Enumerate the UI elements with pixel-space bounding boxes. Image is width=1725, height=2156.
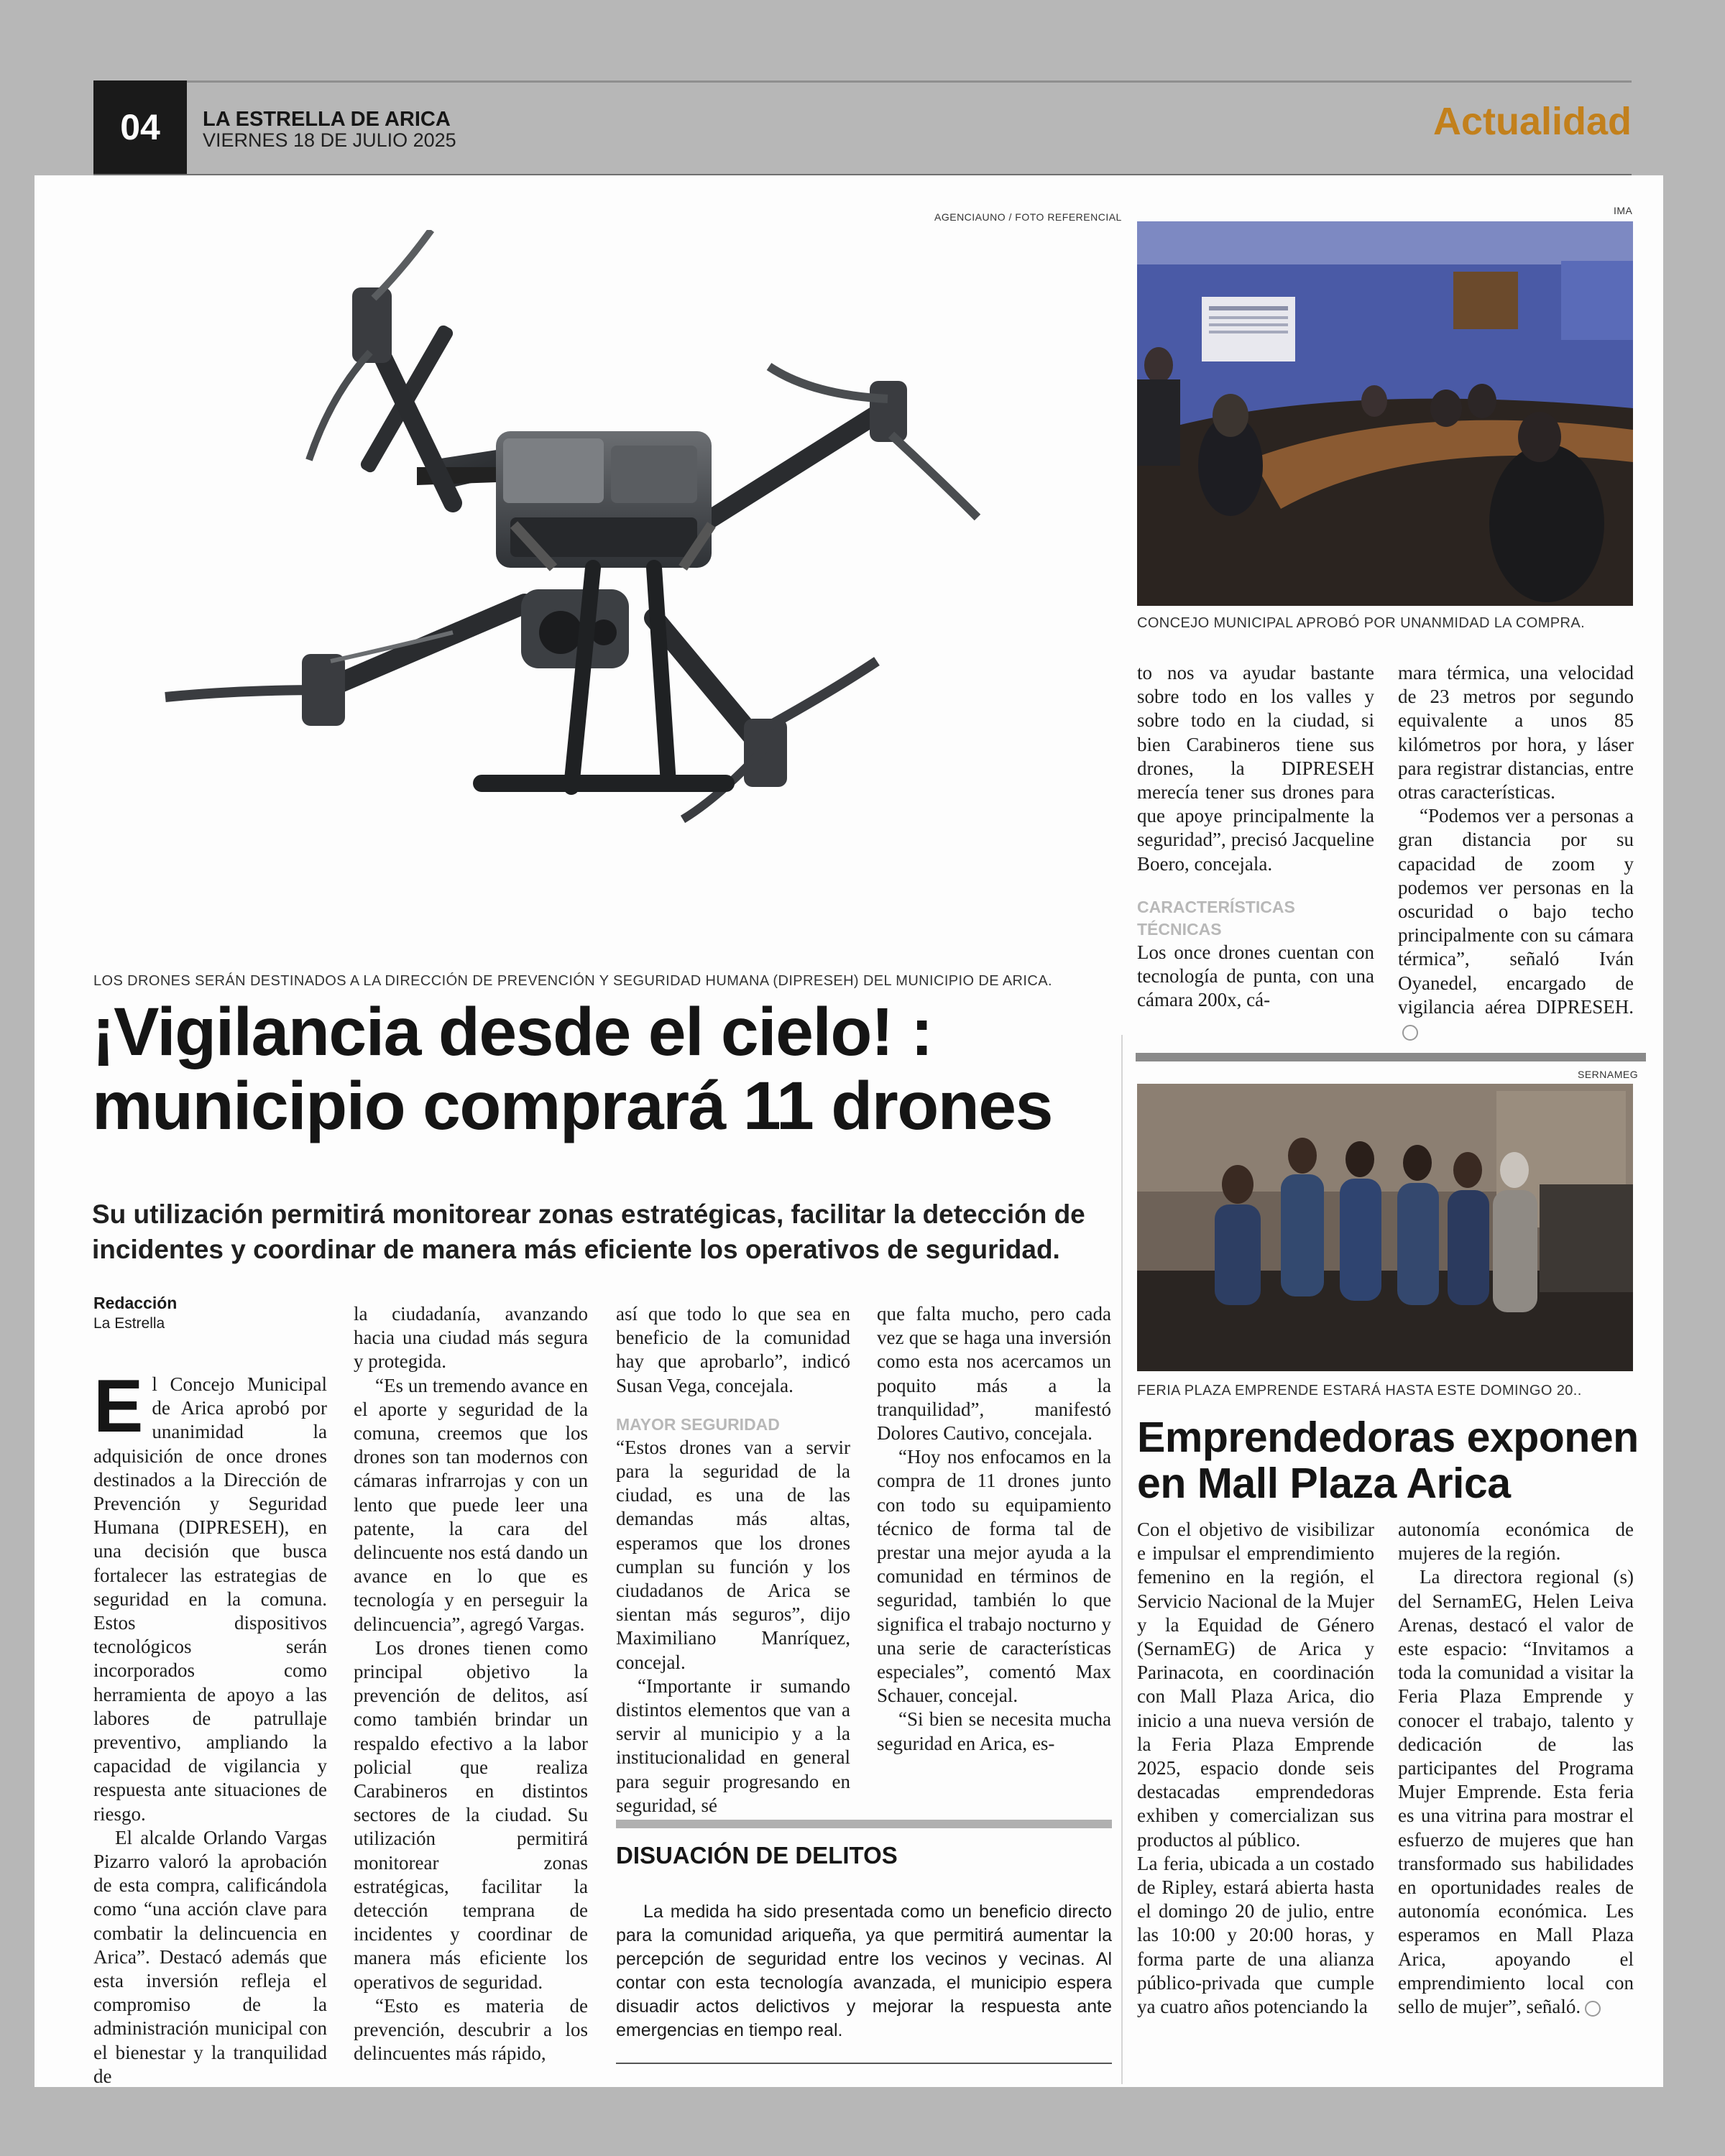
paragraph: “Si bien se necesita mucha seguridad en Arica, es- <box>877 1708 1111 1754</box>
paragraph: La directora regional (s) del SernamEG, Helen Leiva Arenas, destacó el valor de este espacio: “Invitamos a toda la comunidad a visitar la Feria Plaza Emprende y conocer el trabajo, talento y dedicación de las participantes del Programa Mujer Emprende. Esta feria es una vitrina para mostrar el esfuerzo de mujeres que han transformado sus habilidades en oportunidades reales de autonomía económica. Les esperamos en Mall Plaza Arica, apoyando el emprendimiento local con sello de mujer”, señaló. <box>1398 1566 1634 2018</box>
paragraph: l Concejo Municipal de Arica aprobó por unanimidad la adquisición de once drones destinados a la Dirección de Prevención y Seguridad Humana (DIPRESEH), en una decisión que busca fortalecer las estrategias de seguridad en la comuna. Estos dispositivos tecnológicos serán incorporados como herramienta de apoyo a las labores de patrullaje preventivo, ampliando la capacidad de vigilancia y respuesta ante situaciones de riesgo. <box>93 1373 327 1825</box>
main-headline-line2: municipio comprará 11 drones <box>92 1068 1052 1144</box>
issue-date: VIERNES 18 DE JULIO 2025 <box>203 129 456 151</box>
end-mark-icon <box>1585 2001 1601 2017</box>
main-headline-line1: ¡Vigilancia desde el cielo! : <box>92 994 933 1070</box>
end-mark-icon <box>1402 1025 1418 1041</box>
second-article-top-bar <box>1136 1053 1646 1061</box>
page-number: 04 <box>93 80 187 174</box>
subhead-mayor-seguridad: MAYOR SEGURIDAD <box>616 1414 780 1434</box>
paragraph: Los drones tienen como principal objetivo la prevención de delitos, así como también brindar un respaldo efectivo a la labor policial que realiza Carabineros en distintos sectores de la ciudad. Su utilización permitirá monitorear zonas estratégicas, facilitar la detección temprana de incidentes y coordinar de manera más eficiente los operativos de seguridad. <box>354 1636 588 1993</box>
second-article-column-2 <box>1398 1518 1634 2019</box>
paragraph: La feria, ubicada a un costado de Ripley, estará abierta hasta el domingo 20 de julio, entre las 10:00 y 20:00 horas, y forma parte de una alianza público-privada que cumple ya cuatro años potenciando la <box>1137 1852 1374 2018</box>
byline-source: La Estrella <box>93 1315 165 1332</box>
main-article-column-1 <box>93 1365 327 2088</box>
section-name: Actualidad <box>1432 100 1632 143</box>
paragraph: la ciudadanía, avanzando hacia una ciudad más segura y protegida. <box>354 1303 588 1373</box>
fair-photo-caption: FERIA PLAZA EMPRENDE ESTARÁ HASTA ESTE DOMINGO 20.. <box>1137 1383 1582 1399</box>
main-article-column-4 <box>877 1302 1111 1756</box>
box-text: La medida ha sido presentada como un beneficio directo para la comunidad ariqueña, ya que permitirá aumentar la percepción de seguridad entre los vecinos y vecinas. Al contar con esta tecnología avanzada, el municipio espera disuadir actos delictivos y mejorar la respuesta ante emergencias en tiempo real. <box>616 1902 1112 2040</box>
main-article-column-2 <box>354 1302 588 2066</box>
paragraph: “Importante ir sumando distintos elementos que van a servir al municipio y a la institucionalidad en general para seguir progresando en seguridad, sé <box>616 1674 850 1816</box>
byline-name: Redacción <box>93 1294 178 1312</box>
paragraph: Los once drones cuentan con tecnología de punta, con una cámara 200x, cá- <box>1137 941 1374 1011</box>
fair-photo-credit: SERNAMEG <box>1578 1069 1639 1080</box>
paragraph: autonomía económica de mujeres de la región. <box>1398 1519 1634 1565</box>
top-rule <box>93 80 1632 83</box>
fair-photo <box>1137 1084 1633 1371</box>
main-article-column-3 <box>616 1302 850 1818</box>
paragraph: El alcalde Orlando Vargas Pizarro valoró la aprobación de esta compra, calificándola como “una acción clave para combatir la delincuencia en Arica”. Destacó además que esta inversión refleja el compromiso de la administración municipal con el bienestar y la tranquilidad de <box>93 1826 327 2087</box>
council-photo-caption: CONCEJO MUNICIPAL APROBÓ POR UNANMIDAD LA COMPRA. <box>1137 615 1586 631</box>
drone-photo-caption: LOS DRONES SERÁN DESTINADOS A LA DIRECCIÓN DE PREVENCIÓN Y SEGURIDAD HUMANA (DIPRESEH) DEL MUNICIPIO DE ARICA. <box>93 973 1052 989</box>
main-headline <box>92 995 1127 1143</box>
paragraph: Con el objetivo de visibilizar e impulsar el emprendimiento femenino en la región, el Servicio Nacional de la Mujer y la Equidad de Género (SernamEG) de Arica y Parinacota, en coordinación con Mall Plaza Arica, dio inicio a una nueva versión de la Feria Plaza Emprende 2025, espacio donde seis destacadas emprendedoras exhiben y comercializan sus productos al público. <box>1137 1519 1374 1851</box>
main-article-column-5 <box>1137 661 1374 1012</box>
paragraph: “Estos drones van a servir para la seguridad de la ciudad, es una de las demandas más altas, esperamos que los drones cumplan su función y los ciudadanos de Arica se sientan más seguros”, dijo Maximiliano Manríquez, concejal. <box>616 1436 850 1673</box>
drone-photo <box>93 230 1110 949</box>
box-bottom-rule <box>616 2063 1112 2064</box>
paragraph: “Hoy nos enfocamos en la compra de 11 drones junto con todo su equipamiento técnico de forma tal de prestar una mejor ayuda a la comunidad en términos de seguridad, también lo que significa el trabajo nocturno y una serie de características especiales”, comentó Max Schauer, concejal. <box>877 1446 1111 1707</box>
paragraph: mara térmica, una velocidad de 23 metros por segundo equivalente a unos 85 kilómetros por hora, y láser para registrar distancias, entre otras características. <box>1398 662 1634 803</box>
column-divider <box>1121 1035 1123 2084</box>
council-photo <box>1137 221 1633 606</box>
box-title: DISUACIÓN DE DELITOS <box>616 1842 898 1869</box>
paragraph: to nos va ayudar bastante sobre todo en los valles y sobre todo en la ciudad, si bien Carabineros tiene sus drones, la DIPRESEH merecía tener sus drones para que apoye principalmente la seguridad”, precisó Jacqueline Boero, concejala. <box>1137 662 1374 875</box>
main-article-column-6 <box>1398 661 1634 1043</box>
main-dek: Su utilización permitirá monitorear zonas estratégicas, facilitar la detección de incidentes y coordinar de manera más eficiente los operativos de seguridad. <box>92 1199 1085 1264</box>
paragraph: “Esto es materia de prevención, descubrir a los delincuentes más rápido, <box>354 1994 588 2065</box>
paragraph: “Es un tremendo avance en el aporte y seguridad de la comuna, creemos que los drones son tan modernos con cámaras infrarrojas y con un lento que puede leer una patente, la cara del delincuente nos está dando un avance en lo que es tecnología y en perseguir la delincuencia”, agregó Vargas. <box>354 1374 588 1635</box>
paragraph: que falta mucho, pero cada vez que se haga una inversión como esta nos acercamos un poquito más a la tranquilidad”, manifestó Dolores Cautivo, concejala. <box>877 1303 1111 1445</box>
drone-photo-credit: AGENCIAUNO / FOTO REFERENCIAL <box>934 211 1122 223</box>
second-article-column-1 <box>1137 1518 1374 2019</box>
dropcap: E <box>93 1365 144 1448</box>
newspaper-name: LA ESTRELLA DE ARICA <box>203 108 451 131</box>
paragraph: “Podemos ver a personas a gran distancia por su capacidad de zoom y podemos ver personas en la oscuridad o bajo techo principalmente con su cámara térmica”, señaló Iván Oyanedel, encargado de vigilancia aérea DIPRESEH. <box>1398 805 1634 1018</box>
paragraph: así que todo lo que sea en beneficio de la comunidad hay que aprobarlo”, indicó Susan Vega, concejala. <box>616 1303 850 1396</box>
second-headline: Emprendedoras exponen en Mall Plaza Arica <box>1137 1414 1639 1507</box>
box-top-bar <box>616 1820 1112 1828</box>
women-group-icon <box>1137 1084 1633 1371</box>
council-photo-credit: IMA <box>1614 205 1633 216</box>
subhead-caracteristicas: CARACTERÍSTICAS TÉCNICAS <box>1137 897 1295 939</box>
meeting-room-icon <box>1137 221 1633 606</box>
drone-icon <box>93 230 1110 949</box>
